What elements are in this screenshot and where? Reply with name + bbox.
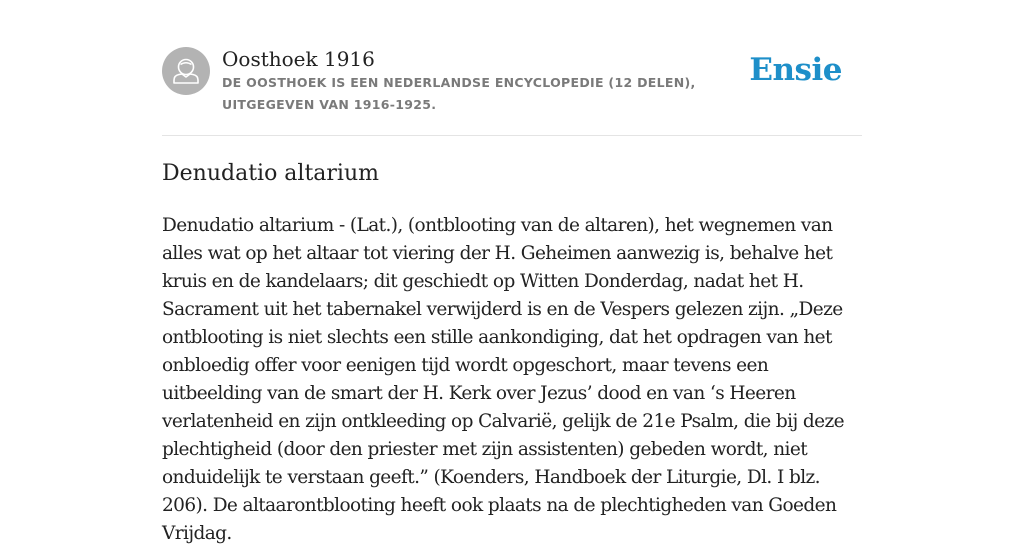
header-divider [162,135,862,136]
user-outline-icon [162,47,210,95]
user-avatar-icon[interactable] [162,47,210,95]
entry-title: Denudatio altarium [162,161,380,186]
entry-body: Denudatio altarium - (Lat.), (ontblooting van de altaren), het wegnemen van alles wat op het altaar tot viering der H. Geheimen aanwezig is, behalve het kruis en de kandelaars; dit geschiedt op Witten Donderdag, nadat het H. Sacrament uit het tabernakel verwijderd is en de Vespers gelezen zijn. „Deze ontblooting is niet slechts een stille aankondiging, dat het opdragen van het onbloedig offer voor eenigen tijd wordt opgeschort, maar tevens een uitbeelding van de smart der H. Kerk over Jezus’ dood en van ‘s Heeren verlatenheid en zijn ontkleeding op Calvarië, gelijk de 21e Psalm, die bij deze plechtigheid (door den priester met zijn assistenten) gebeden wordt, niet onduidelijk te verstaan geeft.” (Koenders, Handboek der Liturgie, Dl. I blz. 206). De altaarontblooting heeft ook plaats na de plechtigheden van Goeden Vrijdag. [162,215,844,544]
source-description: DE OOSTHOEK IS EEN NEDERLANDSE ENCYCLOPEDIE (12 DELEN), UITGEGEVEN VAN 1916-1925. [222,75,696,112]
source-title[interactable]: Oosthoek 1916 [222,47,375,71]
source-header [162,46,862,116]
ensie-logo[interactable]: Ensie [749,52,842,88]
